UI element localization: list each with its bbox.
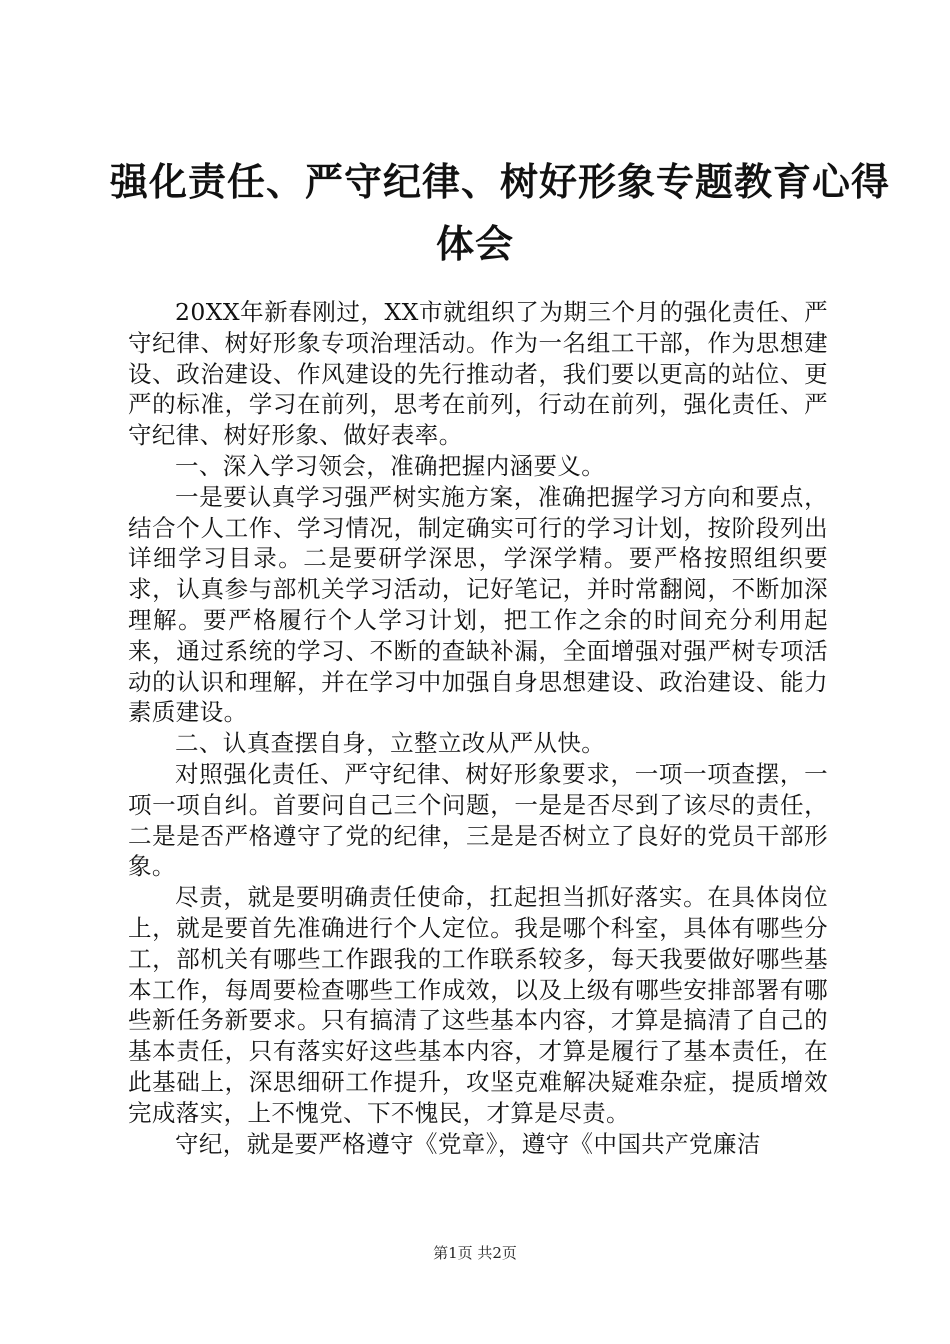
document-title: 强化责任、严守纪律、树好形象专题教育心得 [110, 160, 891, 204]
document-title-continued: 体会 [435, 222, 514, 266]
paragraph-study: 一是要认真学习强严树实施方案，准确把握学习方向和要点，结合个人工作、学习情况，制定确实可行的学习计划，按阶段列出详细学习目录。二是要研学深思，学深学精。要严格按照组织要求，认真参与部机关学习活动，记好笔记，并时常翻阅，不断加深理解。要严格履行个人学习计划，把工作之余的时间充分利用起来，通过系统的学习、不断的查缺补漏，全面增强对强严树专项活动的认识和理解，并在学习中加强自身思想建设、政治建设、能力素质建设。 [128, 482, 828, 727]
paragraph-discipline: 守纪，就是要严格遵守《党章》，遵守《中国共产党廉洁 [175, 1129, 761, 1158]
paragraph-responsibility: 尽责，就是要明确责任使命，扛起担当抓好落实。在具体岗位上，就是要首先准确进行个人定位。我是哪个科室，具体有哪些分工，部机关有哪些工作跟我的工作联系较多，每天我要做好哪些基本工作，每周要检查哪些工作成效，以及上级有哪些安排部署有哪些新任务新要求。只有搞清了这些基本内容，才算是搞清了自己的基本责任，只有落实好这些基本内容，才算是履行了基本责任，在此基础上，深思细研工作提升，攻坚克难解决疑难杂症，提质增效完成落实，上不愧党、下不愧民，才算是尽责。 [128, 883, 828, 1127]
paragraph-intro: 20XX年新春刚过，XX市就组织了为期三个月的强化责任、严守纪律、树好形象专项治理活动。作为一名组工干部，作为思想建设、政治建设、作风建设的先行推动者，我们要以更高的站位、更严的标准，学习在前列，思考在前列，行动在前列，强化责任、严守纪律、树好形象、做好表率。 [128, 298, 828, 450]
page-number-footer: 第1页 共2页 [433, 1244, 517, 1262]
section-heading-2: 二、认真查摆自身，立整立改从严从快。 [175, 729, 606, 758]
paragraph-self-check: 对照强化责任、严守纪律、树好形象要求，一项一项查摆，一项一项自纠。首要问自己三个问题，一是是否尽到了该尽的责任，二是是否严格遵守了党的纪律，三是是否树立了良好的党员干部形象。 [128, 759, 828, 881]
section-heading-1: 一、深入学习领会，准确把握内涵要义。 [175, 451, 606, 480]
document-body [128, 297, 828, 1159]
